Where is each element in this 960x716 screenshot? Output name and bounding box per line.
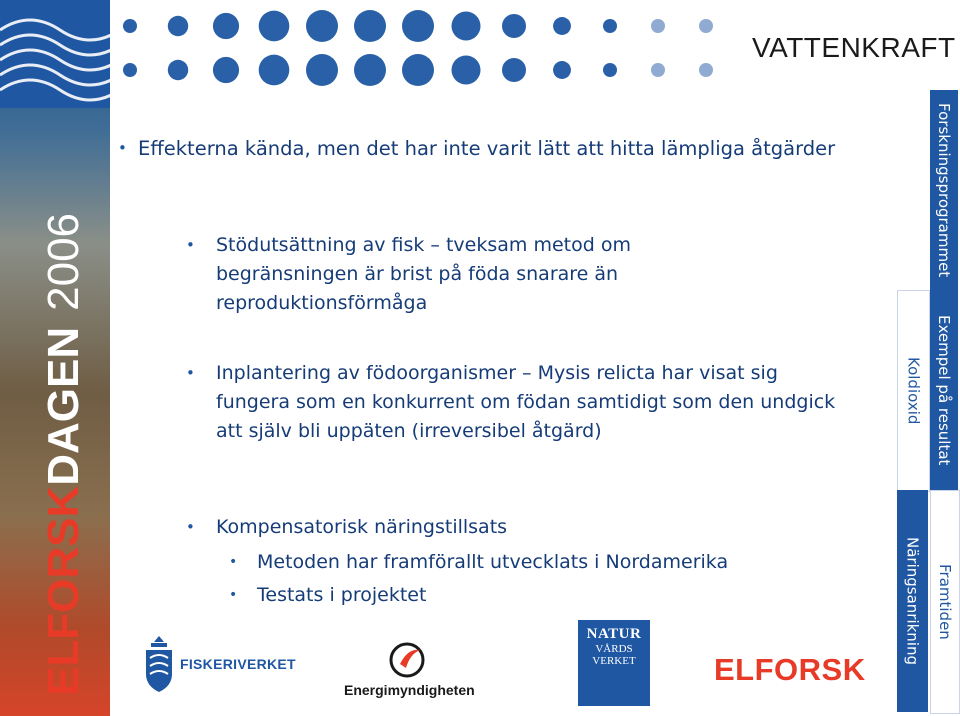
decorative-dots	[118, 8, 738, 88]
sub-sub-bullet-1	[229, 548, 877, 577]
tab-naringsanrikning[interactable]	[897, 490, 928, 712]
left-banner	[0, 0, 110, 716]
bullet-marker: •	[186, 364, 195, 382]
decorative-dot	[451, 11, 480, 40]
decorative-dot	[699, 63, 713, 77]
tab-exempel-label: Exempel på resultat	[935, 314, 953, 466]
tab-naringsanrikning-label: Näringsanrikning	[903, 536, 922, 665]
banner-year: 2006	[39, 212, 88, 311]
decorative-dot	[306, 54, 338, 86]
decorative-dot	[213, 13, 239, 39]
sub-bullet-3-text: Kompensatorisk näringstillsats	[216, 516, 508, 538]
decorative-dot	[123, 19, 137, 33]
main-bullet-text: Effekterna kända, men det har inte varit lätt att hitta lämpliga åtgärder	[138, 137, 836, 160]
naturvardsverket-line3: VERKET	[592, 655, 636, 667]
sub-bullet-3	[186, 513, 816, 542]
decorative-dot	[123, 63, 137, 77]
decorative-dot	[699, 19, 713, 33]
decorative-dot	[603, 19, 617, 33]
decorative-dot	[168, 60, 188, 80]
decorative-dot	[259, 11, 290, 42]
tab-exempel-pa-resultat[interactable]	[930, 290, 958, 490]
sub-bullet-2	[186, 359, 838, 446]
decorative-dot	[402, 54, 434, 86]
banner-wave-graphic	[0, 0, 110, 108]
elforsk-logo: ELFORSK	[714, 652, 866, 687]
bullet-marker: •	[186, 518, 195, 536]
banner-dagen: DAGEN	[39, 326, 88, 486]
vattenkraft-logo: VATTENKRAFT	[752, 32, 956, 63]
decorative-dot	[213, 57, 239, 83]
sub-sub-bullet-2-text: Testats i projektet	[257, 584, 427, 606]
decorative-dot	[502, 14, 526, 38]
decorative-dot	[553, 17, 571, 35]
naturvardsverket-line1: NATUR	[586, 626, 642, 642]
decorative-dot	[651, 63, 665, 77]
banner-title	[39, 212, 88, 696]
sub-bullet-1	[186, 231, 776, 318]
bullet-marker: •	[229, 554, 238, 570]
sub-sub-bullet-2	[229, 581, 877, 610]
decorative-dot	[451, 55, 480, 84]
sub-sub-bullet-1-text: Metoden har framförallt utvecklats i Nordamerika	[257, 551, 729, 573]
tab-koldioxid[interactable]	[897, 290, 930, 492]
decorative-dot	[168, 16, 188, 36]
sub-bullet-1-text: Stödutsättning av fisk – tveksam metod om begränsningen är brist på föda snarare än reproduktionsförmåga	[216, 234, 631, 314]
decorative-dot	[259, 55, 290, 86]
fiskeriverket-crest-icon	[142, 634, 176, 694]
naturvardsverket-logo	[578, 620, 650, 706]
tab-forskningsprogrammet[interactable]	[930, 90, 958, 290]
tab-framtiden-label: Framtiden	[936, 564, 954, 640]
decorative-dot	[354, 54, 386, 86]
tab-framtiden[interactable]	[930, 490, 960, 714]
decorative-dot	[502, 58, 526, 82]
decorative-dot	[354, 10, 386, 42]
bullet-marker: •	[186, 236, 195, 254]
fiskeriverket-logo: FISKERIVERKET	[180, 656, 296, 672]
decorative-dot	[402, 10, 434, 42]
energimyndigheten-logo: Energimyndigheten	[344, 682, 475, 698]
decorative-dot	[306, 10, 338, 42]
bullet-marker: •	[118, 139, 127, 157]
sub-bullet-2-text: Inplantering av födoorganismer – Mysis relicta har visat sig fungera som en konkurrent om födan samtidigt som den undgick att själv bli uppäten (irreversibel åtgärd)	[216, 362, 836, 442]
tab-koldioxid-label: Koldioxid	[904, 357, 923, 425]
banner-elforsk: ELFORSK	[39, 485, 88, 696]
decorative-dot	[603, 63, 617, 77]
naturvardsverket-line2: VÅRDS	[595, 643, 633, 655]
main-bullet	[118, 134, 838, 163]
energimyndigheten-icon	[386, 640, 428, 680]
decorative-dot	[553, 61, 571, 79]
decorative-dot	[651, 19, 665, 33]
bullet-marker: •	[229, 587, 238, 603]
tab-forskningsprogrammet-label: Forskningsprogrammet	[935, 102, 953, 278]
